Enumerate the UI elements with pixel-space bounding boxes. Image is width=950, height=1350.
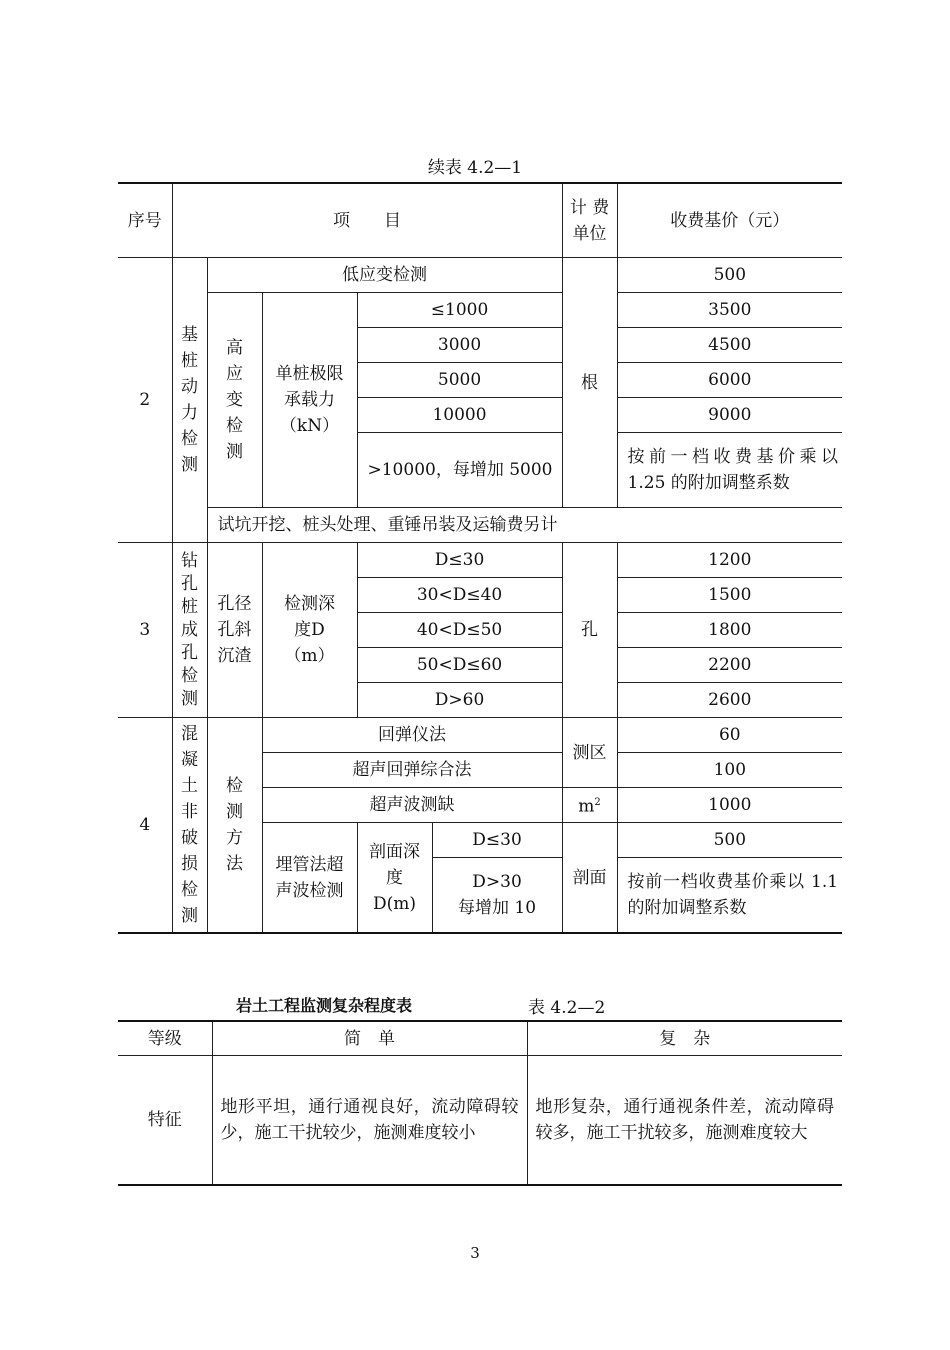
page-number: 3 [470, 1244, 480, 1262]
seq-3: 3 [118, 543, 172, 718]
header-seq: 序号 [118, 183, 172, 258]
unit-2: 根 [562, 258, 617, 508]
header-unit: 计 费 单位 [562, 183, 617, 258]
seq-2: 2 [118, 258, 172, 543]
method-3: 孔径孔斜沉渣 [207, 543, 262, 718]
depth-3: 检测深度D（m） [262, 543, 357, 718]
level-2-1: 3000 [357, 328, 562, 363]
price-4-3: 500 [617, 823, 842, 858]
price-4-1: 100 [617, 753, 842, 788]
fee-table [118, 182, 842, 934]
level-3-0: D≤30 [357, 543, 562, 578]
price-2-4: 9000 [617, 398, 842, 433]
price-3-4: 2600 [617, 683, 842, 718]
level-2-0: ≤1000 [357, 293, 562, 328]
price-2-0: 500 [617, 258, 842, 293]
t2-row-label: 特征 [118, 1056, 212, 1186]
unit-zone: 测区 [562, 718, 617, 788]
method-4: 检测方法 [207, 718, 262, 934]
capacity: 单桩极限承载力（kN） [262, 293, 357, 508]
category-2: 基桩动力检测 [172, 258, 207, 543]
price-3-0: 1200 [617, 543, 842, 578]
ultra-defect-method: 超声波测缺 [262, 788, 562, 823]
level-3-4: D>60 [357, 683, 562, 718]
t2-header-grade: 等级 [118, 1021, 212, 1056]
high-strain: 高应变检测 [207, 293, 262, 508]
price-2-1: 3500 [617, 293, 842, 328]
table2-title: 岩土工程监测复杂程度表 [236, 996, 413, 1015]
depth-d2: D>30 每增加 10 [432, 858, 562, 934]
price-4-2: 1000 [617, 788, 842, 823]
price-2-2: 4500 [617, 328, 842, 363]
price-2-5: 按前一档收费基价乘以 1.25 的附加调整系数 [617, 433, 842, 508]
section-depth: 剖面深度 D(m) [357, 823, 432, 934]
level-3-1: 30<D≤40 [357, 578, 562, 613]
category-4: 混凝土非破损检测 [172, 718, 207, 934]
price-3-1: 1500 [617, 578, 842, 613]
table2-number: 表 4.2—2 [528, 998, 606, 1018]
category-3: 钻孔桩成孔检测 [172, 543, 207, 718]
header-item: 项 目 [172, 183, 562, 258]
price-2-3: 6000 [617, 363, 842, 398]
header-price: 收费基价（元） [617, 183, 842, 258]
t2-complex-text: 地形复杂，通行通视条件差，流动障碍较多，施工干扰较多，施测难度较大 [527, 1056, 842, 1186]
seq-4: 4 [118, 718, 172, 934]
level-2-2: 5000 [357, 363, 562, 398]
price-3-3: 2200 [617, 648, 842, 683]
note-2: 试坑开挖、桩头处理、重锤吊装及运输费另计 [207, 508, 842, 543]
pipe-method: 埋管法超声波检测 [262, 823, 357, 934]
level-3-2: 40<D≤50 [357, 613, 562, 648]
price-3-2: 1800 [617, 613, 842, 648]
depth-d1: D≤30 [432, 823, 562, 858]
complexity-table [118, 1020, 842, 1186]
t2-header-complex: 复 杂 [527, 1021, 842, 1056]
t2-header-simple: 简 单 [212, 1021, 527, 1056]
unit-m2: $m^2$ [562, 788, 617, 823]
price-4-0: 60 [617, 718, 842, 753]
unit-section: 剖面 [562, 823, 617, 934]
level-2-3: 10000 [357, 398, 562, 433]
unit-3: 孔 [562, 543, 617, 718]
ultra-rebound-method: 超声回弹综合法 [262, 753, 562, 788]
low-strain: 低应变检测 [207, 258, 562, 293]
rebound-method: 回弹仪法 [262, 718, 562, 753]
t2-simple-text: 地形平坦，通行通视良好，流动障碍较少，施工干扰较少，施测难度较小 [212, 1056, 527, 1186]
level-2-4: >10000，每增加 5000 [357, 433, 562, 508]
level-3-3: 50<D≤60 [357, 648, 562, 683]
price-4-4: 按前一档收费基价乘以 1.1 的附加调整系数 [617, 858, 842, 934]
table1-caption: 续表 4.2—1 [427, 158, 523, 178]
